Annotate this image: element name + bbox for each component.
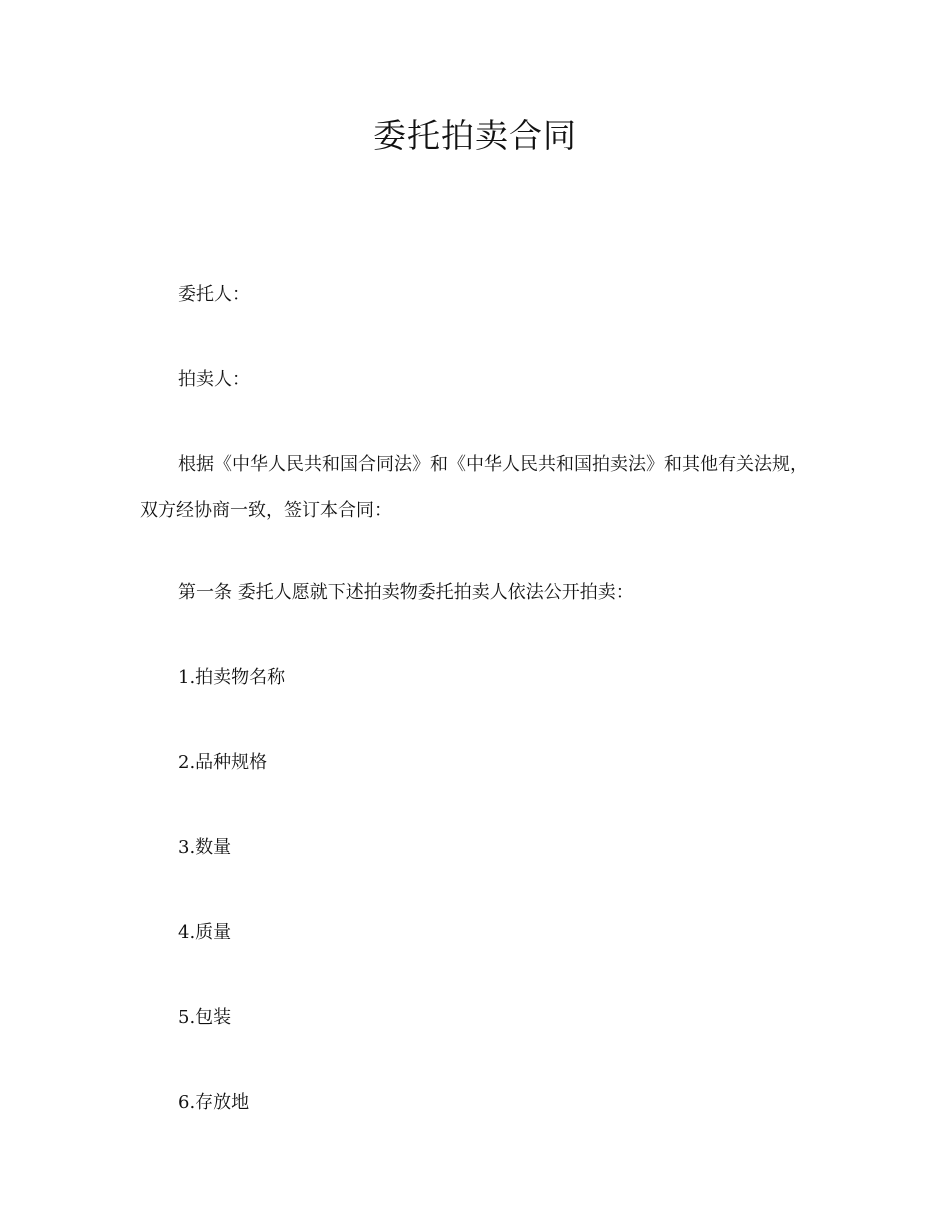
- principal-line: 委托人：: [178, 284, 250, 305]
- auctioneer-line: 拍卖人：: [178, 369, 250, 390]
- item-spec-line: 2.品种规格: [178, 752, 268, 773]
- item-quantity-line: 3.数量: [178, 837, 232, 858]
- item-name-line: 1.拍卖物名称: [178, 667, 286, 688]
- preamble-paragraph: 根据《中华人民共和国合同法》和《中华人民共和国拍卖法》和其他有关法规，双方经协商一致，签订本合同：: [140, 454, 808, 521]
- article-one-heading: 第一条 委托人愿就下述拍卖物委托拍卖人依法公开拍卖：: [178, 582, 634, 603]
- document-title: 委托拍卖合同: [373, 116, 577, 155]
- item-storage-line: 6.存放地: [178, 1092, 250, 1113]
- item-packaging-line: 5.包装: [178, 1007, 232, 1028]
- item-quality-line: 4.质量: [178, 922, 232, 943]
